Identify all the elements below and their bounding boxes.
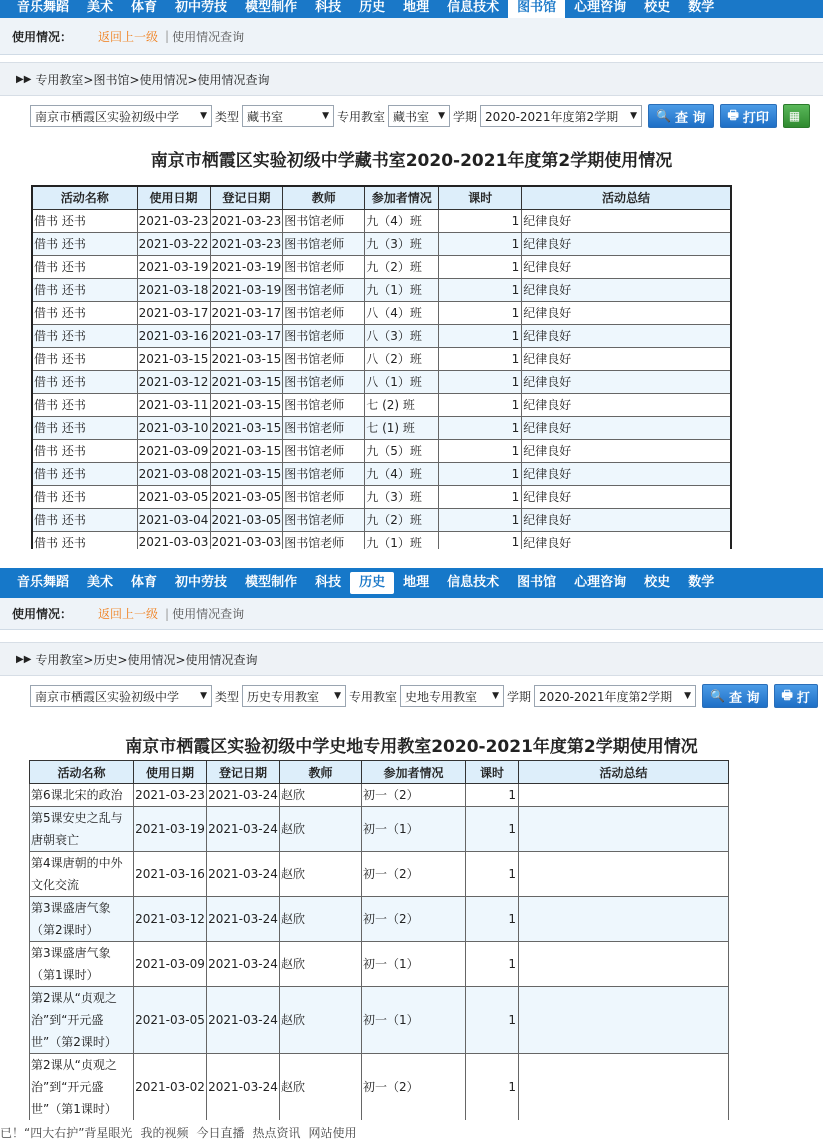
- table-cell: 2021-03-15: [210, 416, 283, 439]
- table-cell: 2021-03-05: [210, 508, 283, 531]
- export-icon: ▦: [788, 109, 801, 123]
- table-row: [30, 897, 729, 942]
- table-cell: 1: [466, 1054, 519, 1121]
- column-header: 课时: [466, 761, 519, 784]
- caret-down-icon: ▼: [492, 691, 500, 701]
- table-row: [30, 987, 729, 1054]
- table-cell: 纪律良好: [522, 324, 731, 347]
- table-cell: 2021-03-15: [210, 439, 283, 462]
- table-cell: 图书馆老师: [283, 232, 365, 255]
- nav-item[interactable]: 体育: [131, 575, 158, 590]
- table-cell: 2021-03-10: [137, 416, 210, 439]
- library-usage-panel: [0, 0, 823, 549]
- table-cell: 2021-03-19: [210, 278, 283, 301]
- column-header: 课时: [439, 186, 522, 209]
- nav-item[interactable]: 信息技术: [447, 0, 500, 15]
- column-header: 使用日期: [134, 761, 207, 784]
- page-title: 南京市栖霞区实验初级中学史地专用教室2020-2021年度第2学期使用情况: [125, 737, 698, 757]
- school-select-value: 南京市栖霞区实验初级中学: [35, 109, 180, 124]
- table-cell: 2021-03-16: [137, 324, 210, 347]
- breadcrumb: [0, 642, 823, 676]
- table-row: [32, 301, 731, 324]
- table-row: [30, 1054, 729, 1121]
- table-cell: 第4课唐朝的中外文化交流: [30, 852, 134, 897]
- term-select-value: 2020-2021年度第2学期: [485, 109, 619, 124]
- table-cell: 纪律良好: [522, 232, 731, 255]
- term-select[interactable]: [534, 685, 696, 707]
- bottom-strip-item[interactable]: 热点资讯: [252, 1126, 301, 1140]
- table-cell: 1: [466, 897, 519, 942]
- table-cell: 1: [439, 232, 522, 255]
- table-cell: 赵欣: [280, 852, 362, 897]
- table-cell: 1: [466, 784, 519, 807]
- table-cell: 九（1）班: [365, 278, 439, 301]
- filter-bar: [0, 96, 823, 136]
- table-cell: 七 (2) 班: [365, 393, 439, 416]
- table-cell: 八（4）班: [365, 301, 439, 324]
- usage-table: [31, 185, 732, 549]
- table-cell: 纪律良好: [522, 301, 731, 324]
- term-select[interactable]: [480, 105, 642, 127]
- table-cell: 第5课安史之乱与唐朝衰亡: [30, 807, 134, 852]
- breadcrumb: [0, 62, 823, 96]
- table-row: [30, 852, 729, 897]
- table-cell: 1: [439, 393, 522, 416]
- nav-item[interactable]: 模型制作: [245, 0, 298, 15]
- table-cell: 2021-03-15: [210, 393, 283, 416]
- caret-down-icon: ▼: [684, 691, 692, 701]
- table-cell: 第2课从“贞观之治”到“开元盛世”（第2课时）: [30, 987, 134, 1054]
- table-cell: 图书馆老师: [283, 370, 365, 393]
- table-cell: 2021-03-03: [137, 531, 210, 549]
- table-cell: 图书馆老师: [283, 301, 365, 324]
- table-cell: 2021-03-03: [210, 531, 283, 549]
- table-cell: 图书馆老师: [283, 462, 365, 485]
- table-row: [32, 370, 731, 393]
- table-cell: 2021-03-24: [207, 852, 280, 897]
- room-select[interactable]: [400, 685, 504, 707]
- table-cell: 2021-03-11: [137, 393, 210, 416]
- column-header: 教师: [283, 186, 365, 209]
- gap-strip: [0, 549, 823, 568]
- table-cell: 2021-03-24: [207, 1054, 280, 1121]
- school-select[interactable]: [30, 685, 212, 707]
- table-cell: 1: [439, 531, 522, 549]
- caret-down-icon: ▼: [200, 111, 207, 121]
- table-cell: 九（4）班: [365, 462, 439, 485]
- table-cell: 纪律良好: [522, 209, 731, 232]
- table-cell: 借书 还书: [32, 347, 137, 370]
- school-select[interactable]: [30, 105, 212, 127]
- table-cell: 初一（1）: [362, 942, 466, 987]
- table-cell: 图书馆老师: [283, 439, 365, 462]
- room-select[interactable]: [388, 105, 450, 127]
- table-cell: 1: [439, 278, 522, 301]
- export-button[interactable]: [783, 104, 810, 128]
- table-row: [32, 232, 731, 255]
- separator: |: [165, 606, 170, 621]
- table-cell: 2021-03-15: [210, 347, 283, 370]
- table-cell: 1: [439, 209, 522, 232]
- table-cell: 借书 还书: [32, 462, 137, 485]
- table-row: [32, 324, 731, 347]
- table-cell: 借书 还书: [32, 232, 137, 255]
- nav-item[interactable]: 音乐舞蹈: [17, 575, 70, 590]
- table-cell: 2021-03-12: [137, 370, 210, 393]
- table-cell: 2021-03-05: [134, 987, 207, 1054]
- table-cell: 纪律良好: [522, 370, 731, 393]
- table-row: [32, 531, 731, 549]
- table-cell: 2021-03-24: [207, 897, 280, 942]
- type-label: 类型: [215, 109, 240, 124]
- table-cell: 图书馆老师: [283, 485, 365, 508]
- bottom-strip-item[interactable]: 今日直播: [196, 1126, 245, 1140]
- table-cell: 图书馆老师: [283, 508, 365, 531]
- print-button-label: 打印: [742, 110, 769, 126]
- table-cell: 2021-03-23: [210, 209, 283, 232]
- query-button[interactable]: [648, 104, 713, 128]
- table-cell: 纪律良好: [522, 462, 731, 485]
- table-cell: 借书 还书: [32, 439, 137, 462]
- table-cell: 2021-03-24: [207, 784, 280, 807]
- table-cell: [519, 852, 729, 897]
- table-cell: [519, 1054, 729, 1121]
- table-cell: 八（2）班: [365, 347, 439, 370]
- table-cell: 借书 还书: [32, 370, 137, 393]
- table-cell: 2021-03-17: [210, 324, 283, 347]
- nav-item[interactable]: 数学: [688, 0, 715, 15]
- type-select[interactable]: [242, 105, 334, 127]
- nav-item[interactable]: 数学: [688, 575, 715, 590]
- table-cell: [519, 784, 729, 807]
- table-cell: 赵欣: [280, 942, 362, 987]
- nav-item[interactable]: 体育: [131, 0, 158, 15]
- nav-item[interactable]: 模型制作: [245, 575, 298, 590]
- table-cell: 八（1）班: [365, 370, 439, 393]
- table-cell: 纪律良好: [522, 416, 731, 439]
- table-cell: 初一（2）: [362, 784, 466, 807]
- table-cell: 2021-03-17: [137, 301, 210, 324]
- table-cell: 2021-03-23: [210, 232, 283, 255]
- query-button-label: 查 询: [675, 110, 706, 126]
- table-cell: 1: [439, 255, 522, 278]
- printer-icon: 🖶: [727, 107, 739, 122]
- table-cell: 2021-03-05: [137, 485, 210, 508]
- column-header: 参加者情况: [362, 761, 466, 784]
- table-cell: 图书馆老师: [283, 278, 365, 301]
- table-cell: 1: [439, 508, 522, 531]
- table-cell: 纪律良好: [522, 531, 731, 549]
- table-cell: 2021-03-09: [134, 942, 207, 987]
- table-cell: 九（2）班: [365, 508, 439, 531]
- nav-item[interactable]: 音乐舞蹈: [17, 0, 70, 15]
- table-row: [32, 485, 731, 508]
- table-cell: 图书馆老师: [283, 393, 365, 416]
- table-cell: 纪律良好: [522, 347, 731, 370]
- usage-table: [29, 760, 729, 1120]
- table-cell: 初一（1）: [362, 807, 466, 852]
- caret-down-icon: ▼: [322, 111, 330, 121]
- table-cell: 1: [439, 416, 522, 439]
- table-row: [32, 393, 731, 416]
- table-cell: [519, 897, 729, 942]
- table-cell: 1: [439, 439, 522, 462]
- table-cell: 2021-03-24: [207, 987, 280, 1054]
- browser-bottom-strip: [0, 1120, 823, 1145]
- type-select[interactable]: [242, 685, 346, 707]
- nav-item[interactable]: 心理咨询: [574, 575, 627, 590]
- table-cell: 图书馆老师: [283, 324, 365, 347]
- table-cell: 2021-03-16: [134, 852, 207, 897]
- room-select-value: 藏书室: [393, 109, 430, 124]
- history-usage-panel: [0, 568, 823, 1120]
- print-button[interactable]: [720, 104, 777, 128]
- table-cell: 第3课盛唐气象（第2课时）: [30, 897, 134, 942]
- school-select-value: 南京市栖霞区实验初级中学: [35, 689, 180, 704]
- nav-item[interactable]: 地理: [403, 575, 430, 590]
- table-cell: 纪律良好: [522, 508, 731, 531]
- table-row: [32, 462, 731, 485]
- table-cell: 借书 还书: [32, 485, 137, 508]
- table-cell: 2021-03-12: [134, 897, 207, 942]
- table-cell: 借书 还书: [32, 324, 137, 347]
- table-cell: 借书 还书: [32, 209, 137, 232]
- table-cell: 纪律良好: [522, 255, 731, 278]
- room-label: 专用教室: [349, 689, 398, 704]
- search-icon: 🔍: [710, 689, 725, 703]
- table-cell: 借书 还书: [32, 416, 137, 439]
- table-cell: 九（3）班: [365, 485, 439, 508]
- table-cell: 图书馆老师: [283, 416, 365, 439]
- print-button[interactable]: [774, 684, 818, 708]
- table-cell: 初一（2）: [362, 1054, 466, 1121]
- table-cell: 2021-03-23: [134, 784, 207, 807]
- table-cell: 借书 还书: [32, 508, 137, 531]
- type-select-value: 藏书室: [247, 109, 284, 124]
- table-cell: 赵欣: [280, 807, 362, 852]
- table-cell: 初一（2）: [362, 852, 466, 897]
- table-cell: 初一（1）: [362, 987, 466, 1054]
- table-cell: 2021-03-23: [137, 209, 210, 232]
- table-row: [30, 942, 729, 987]
- table-row: [30, 784, 729, 807]
- table-cell: [519, 987, 729, 1054]
- room-label: 专用教室: [337, 109, 386, 124]
- table-row: [30, 807, 729, 852]
- double-chevron-icon: ▶▶: [16, 73, 32, 85]
- bottom-strip-item[interactable]: 我的视频: [140, 1126, 189, 1140]
- table-cell: 图书馆老师: [283, 209, 365, 232]
- table-cell: 赵欣: [280, 987, 362, 1054]
- column-header: 活动名称: [30, 761, 134, 784]
- table-cell: 借书 还书: [32, 393, 137, 416]
- nav-item[interactable]: 心理咨询: [574, 0, 627, 15]
- table-cell: 1: [439, 324, 522, 347]
- nav-item[interactable]: 科技: [315, 0, 342, 15]
- table-cell: 1: [439, 370, 522, 393]
- table-cell: 2021-03-18: [137, 278, 210, 301]
- room-select-value: 史地专用教室: [405, 689, 478, 704]
- table-cell: 九（3）班: [365, 232, 439, 255]
- table-cell: 1: [466, 852, 519, 897]
- nav-item[interactable]: 初中劳技: [175, 575, 228, 590]
- table-cell: 九（1）班: [365, 531, 439, 549]
- term-label: 学期: [507, 689, 532, 704]
- column-header: 登记日期: [207, 761, 280, 784]
- top-nav: [0, 0, 823, 18]
- table-cell: 八（3）班: [365, 324, 439, 347]
- nav-item[interactable]: 历史: [359, 0, 386, 15]
- column-header: 活动总结: [519, 761, 729, 784]
- column-header: 教师: [280, 761, 362, 784]
- caret-down-icon: ▼: [438, 111, 446, 121]
- table-cell: 2021-03-19: [137, 255, 210, 278]
- usage-query-link[interactable]: 使用情况查询: [172, 29, 245, 44]
- table-cell: 1: [439, 301, 522, 324]
- filter-bar: [0, 676, 823, 716]
- table-row: [32, 278, 731, 301]
- column-header: 活动总结: [522, 186, 731, 209]
- nav-item[interactable]: 信息技术: [447, 575, 500, 590]
- table-cell: 图书馆老师: [283, 531, 365, 549]
- table-cell: 2021-03-02: [134, 1054, 207, 1121]
- table-cell: 赵欣: [280, 784, 362, 807]
- table-cell: 纪律良好: [522, 278, 731, 301]
- nav-item[interactable]: 历史: [350, 572, 394, 594]
- table-cell: [519, 807, 729, 852]
- usage-subbar: [0, 598, 823, 630]
- query-button[interactable]: [702, 684, 767, 708]
- table-cell: 2021-03-09: [137, 439, 210, 462]
- table-cell: 1: [466, 807, 519, 852]
- nav-item[interactable]: 科技: [315, 575, 342, 590]
- table-cell: 赵欣: [280, 897, 362, 942]
- table-cell: 2021-03-15: [210, 370, 283, 393]
- table-cell: 1: [439, 347, 522, 370]
- search-icon: 🔍: [656, 109, 671, 123]
- table-cell: 九（2）班: [365, 255, 439, 278]
- table-cell: 九（4）班: [365, 209, 439, 232]
- table-cell: 纪律良好: [522, 393, 731, 416]
- table-cell: 第3课盛唐气象（第1课时）: [30, 942, 134, 987]
- type-label: 类型: [215, 689, 240, 704]
- page-title: 南京市栖霞区实验初级中学藏书室2020-2021年度第2学期使用情况: [150, 151, 673, 171]
- table-cell: 初一（2）: [362, 897, 466, 942]
- usage-label: 使用情况：: [12, 29, 73, 44]
- usage-label: 使用情况：: [12, 607, 73, 621]
- breadcrumb-text: 专用教室>历史>使用情况>使用情况查询: [35, 652, 258, 667]
- table-cell: 1: [466, 987, 519, 1054]
- table-cell: 借书 还书: [32, 531, 137, 549]
- table-row: [32, 209, 731, 232]
- type-select-value: 历史专用教室: [247, 689, 320, 704]
- usage-query-link[interactable]: 使用情况查询: [172, 607, 245, 621]
- usage-subbar: [0, 18, 823, 55]
- column-header: 使用日期: [137, 186, 210, 209]
- table-row: [32, 508, 731, 531]
- query-button-label: 查 询: [729, 690, 760, 706]
- term-label: 学期: [453, 109, 478, 124]
- table-cell: 七 (1) 班: [365, 416, 439, 439]
- column-header: 登记日期: [210, 186, 283, 209]
- table-cell: 2021-03-19: [134, 807, 207, 852]
- table-cell: 借书 还书: [32, 255, 137, 278]
- table-cell: 1: [466, 942, 519, 987]
- table-cell: 2021-03-19: [210, 255, 283, 278]
- table-cell: 图书馆老师: [283, 255, 365, 278]
- caret-down-icon: ▼: [200, 691, 207, 701]
- table-cell: 2021-03-15: [137, 347, 210, 370]
- table-cell: 纪律良好: [522, 439, 731, 462]
- table-cell: 九（5）班: [365, 439, 439, 462]
- column-header: 参加者情况: [365, 186, 439, 209]
- table-cell: 2021-03-17: [210, 301, 283, 324]
- caret-down-icon: ▼: [334, 691, 342, 701]
- nav-item[interactable]: 美术: [87, 575, 114, 590]
- back-link[interactable]: 返回上一级: [98, 29, 159, 44]
- bottom-strip-item[interactable]: 已！“四大右护”背星眼光: [0, 1126, 133, 1140]
- nav-item[interactable]: 美术: [87, 0, 114, 15]
- term-select-value: 2020-2021年度第2学期: [539, 689, 673, 704]
- nav-item[interactable]: 地理: [403, 0, 430, 15]
- breadcrumb-text: 专用教室>图书馆>使用情况>使用情况查询: [35, 72, 270, 87]
- table-cell: 借书 还书: [32, 278, 137, 301]
- table-cell: 2021-03-24: [207, 807, 280, 852]
- table-cell: 第2课从“贞观之治”到“开元盛世”（第1课时）: [30, 1054, 134, 1121]
- table-cell: 第6课北宋的政治: [30, 784, 134, 807]
- table-row: [32, 255, 731, 278]
- nav-item[interactable]: 校史: [644, 575, 671, 590]
- double-chevron-icon: ▶▶: [16, 653, 32, 665]
- top-nav: [0, 568, 823, 598]
- table-row: [32, 439, 731, 462]
- table-cell: 1: [439, 462, 522, 485]
- column-header: 活动名称: [32, 186, 137, 209]
- table-row: [32, 416, 731, 439]
- table-cell: 1: [439, 485, 522, 508]
- bottom-strip-item[interactable]: 网站使用: [308, 1126, 357, 1140]
- table-cell: 2021-03-15: [210, 462, 283, 485]
- nav-item[interactable]: 校史: [644, 0, 671, 15]
- table-cell: 2021-03-24: [207, 942, 280, 987]
- nav-item[interactable]: 初中劳技: [175, 0, 228, 15]
- table-cell: 2021-03-22: [137, 232, 210, 255]
- nav-item[interactable]: 图书馆: [508, 0, 565, 18]
- table-cell: 2021-03-05: [210, 485, 283, 508]
- print-button-label: 打: [796, 690, 810, 706]
- table-cell: 2021-03-08: [137, 462, 210, 485]
- table-cell: 纪律良好: [522, 485, 731, 508]
- separator: |: [165, 29, 170, 43]
- printer-icon: 🖶: [781, 687, 793, 702]
- back-link[interactable]: 返回上一级: [98, 607, 159, 621]
- table-cell: 图书馆老师: [283, 347, 365, 370]
- nav-item[interactable]: 图书馆: [517, 575, 557, 590]
- caret-down-icon: ▼: [630, 111, 638, 121]
- table-row: [32, 347, 731, 370]
- table-cell: [519, 942, 729, 987]
- table-cell: 2021-03-04: [137, 508, 210, 531]
- table-cell: 借书 还书: [32, 301, 137, 324]
- table-cell: 赵欣: [280, 1054, 362, 1121]
